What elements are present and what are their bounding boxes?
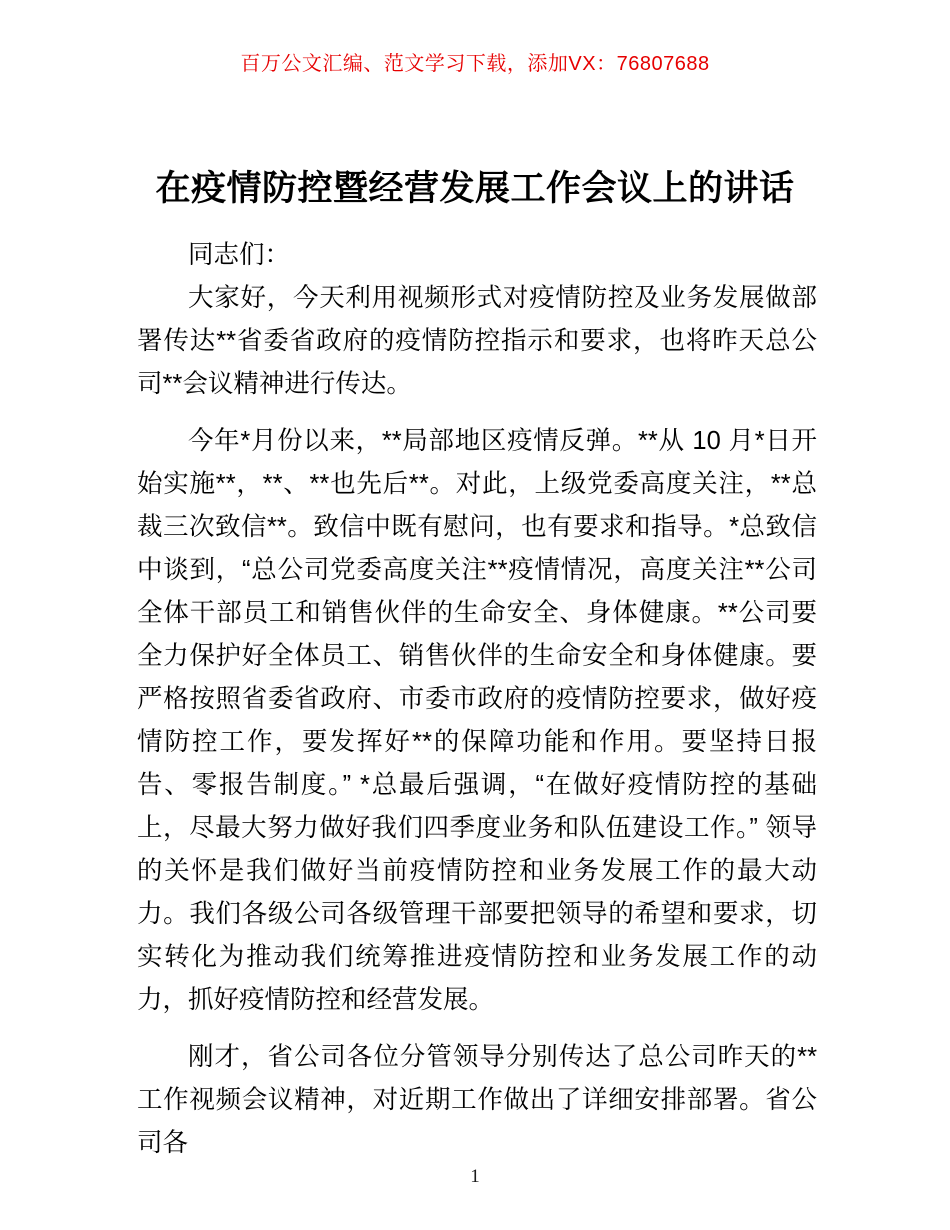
- document-body: [137, 234, 817, 1165]
- header-notice: 百万公文汇编、范文学习下载，添加VX：76807688: [240, 53, 710, 75]
- page-number: 1: [470, 1166, 480, 1187]
- paragraph: 大家好，今天利用视频形式对疫情防控及业务发展做部署传达**省委省政府的疫情防控指示和要求，也将昨天总公司**会议精神进行传达。: [137, 284, 817, 398]
- page-title: 在疫情防控暨经营发展工作会议上的讲话: [155, 169, 795, 208]
- paragraph-salutation: 同志们：: [188, 241, 291, 269]
- paragraph: 今年*月份以来，**局部地区疫情反弹。**从 10 月*日开始实施**，**、**也先后**。对此，上级党委高度关注，**总裁三次致信**。致信中既有慰问，也有要求和指导。*总致信中谈到，“总公司党委高度关注**疫情情况，高度关注**公司全体干部员工和销售伙伴的生命安全、身体健康。**公司要全力保护好全体员工、销售伙伴的生命安全和身体健康。要严格按照省委省政府、市委市政府的疫情防控要求，做好疫情防控工作，要发挥好**的保障功能和作用。要坚持日报告、零报告制度。” *总最后强调，“在做好疫情防控的基础上，尽最大努力做好我们四季度业务和队伍建设工作。” 领导的关怀是我们做好当前疫情防控和业务发展工作的最大动力。我们各级公司各级管理干部要把领导的希望和要求，切实转化为推动我们统筹推进疫情防控和业务发展工作的动力，抓好疫情防控和经营发展。: [137, 427, 817, 1014]
- paragraph: 刚才，省公司各位分管领导分别传达了总公司昨天的**工作视频会议精神，对近期工作做出了详细安排部署。省公司各: [137, 1043, 817, 1157]
